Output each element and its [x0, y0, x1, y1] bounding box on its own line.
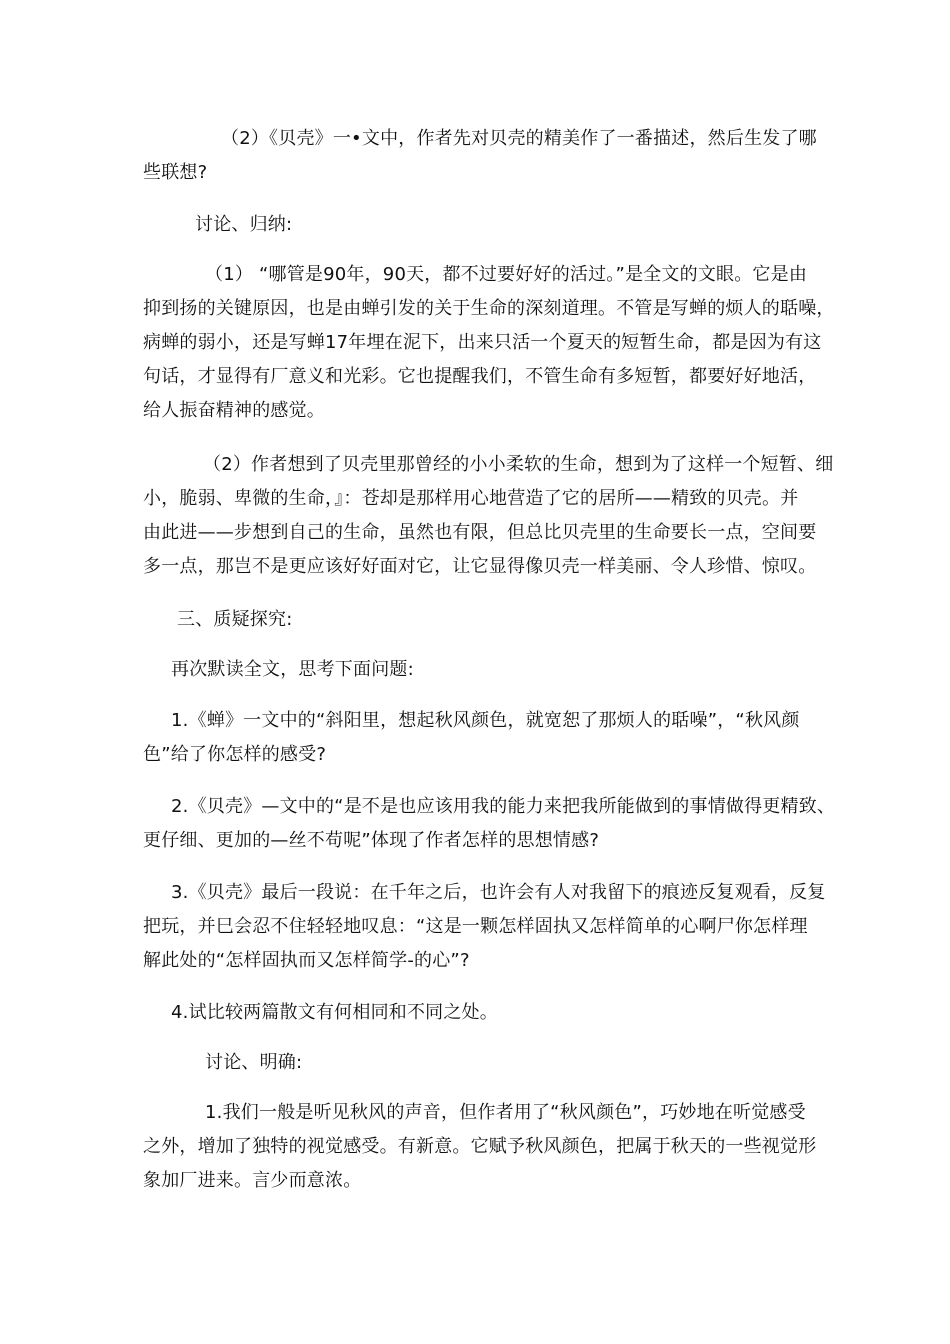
question-1: [143, 704, 808, 772]
text-line: 象加厂进来。言少而意浓。: [143, 1170, 362, 1191]
text-line: 把玩，并巳会忍不住轻轻地叹息：“这是一颗怎样固执又怎样简单的心啊尸你怎样理: [143, 916, 808, 937]
text-line: 1.我们一般是听见秋风的声音，但作者用了“秋风颜色”，巧妙地在听觉感受: [205, 1102, 806, 1123]
text-line: 病蝉的弱小，还是写蝉17年埋在泥下，出来只活一个夏天的短暂生命，都是因为有这: [143, 332, 822, 353]
text-line: 给人振奋精神的感觉。: [143, 400, 325, 421]
text-line: 三、质疑探究:: [177, 609, 293, 630]
paragraph-instructions: [143, 653, 808, 687]
text-line: 解此处的“怎样固执而又怎样简学-的心”?: [143, 950, 470, 971]
paragraph-discussion-heading: [143, 208, 808, 242]
section-heading-3: [143, 603, 808, 637]
text-line: 色”给了你怎样的感受?: [143, 744, 327, 765]
text-line: 2.《贝壳》—文中的“是不是也应该用我的能力来把我所能做到的事情做得更精致、: [171, 796, 836, 817]
text-line: 讨论、明确:: [205, 1052, 303, 1073]
text-line: 4.试比较两篇散文有何相同和不同之处。: [171, 1002, 498, 1023]
text-line: 1.《蝉》一文中的“斜阳里，想起秋风颜色，就宽恕了那烦人的聒噪”，“秋风颜: [171, 710, 800, 731]
text-line: 更仔细、更加的—丝不苟呢”体现了作者怎样的思想情感?: [143, 830, 600, 851]
text-line: 再次默读全文，思考下面问题:: [171, 659, 414, 680]
text-line: 句话，才显得有厂意义和光彩。它也提醒我们，不管生命有多短暂，都要好好地活，: [143, 366, 817, 387]
text-line: 多一点，那岂不是更应该好好面对它，让它显得像贝壳一样美丽、令人珍惜、惊叹。: [143, 556, 817, 577]
paragraph-answer-2: [143, 448, 834, 584]
text-line: （2）作者想到了贝壳里那曾经的小小柔软的生命，想到为了这样一个短暂、细: [203, 454, 834, 475]
text-line: （2）《贝壳》一•文中，作者先对贝壳的精美作了一番描述，然后生发了哪: [221, 128, 817, 149]
question-3: [143, 876, 826, 978]
text-line: 小，脆弱、卑微的生命，』：苍却是那样用心地营造了它的居所——精致的贝壳。并: [143, 488, 799, 509]
text-line: 3.《贝壳》最后一段说：在千年之后，也许会有人对我留下的痕迹反复观看，反复: [171, 882, 826, 903]
paragraph-clarify-heading: [143, 1046, 808, 1080]
question-2: [143, 790, 836, 858]
text-line: 由此进——步想到自己的生命，虽然也有限，但总比贝壳里的生命要长一点，空间要: [143, 522, 817, 543]
text-line: （1） “哪管是90年，90天，都不过要好好的活过。”是全文的文眼。它是由: [205, 264, 808, 285]
question-4: [143, 996, 808, 1030]
paragraph-answer-1: [143, 258, 835, 428]
answer-1: [143, 1096, 817, 1198]
text-line: 些联想?: [143, 162, 208, 183]
text-line: 之外，增加了独特的视觉感受。有新意。它赋予秋风颜色，把属于秋天的一些视觉形: [143, 1136, 817, 1157]
text-line: 讨论、归纳:: [195, 214, 293, 235]
text-line: 抑到扬的关键原因，也是由蝉引发的关于生命的深刻道理。不管是写蝉的烦人的聒噪，: [143, 298, 835, 319]
paragraph-question-2: [143, 122, 817, 190]
